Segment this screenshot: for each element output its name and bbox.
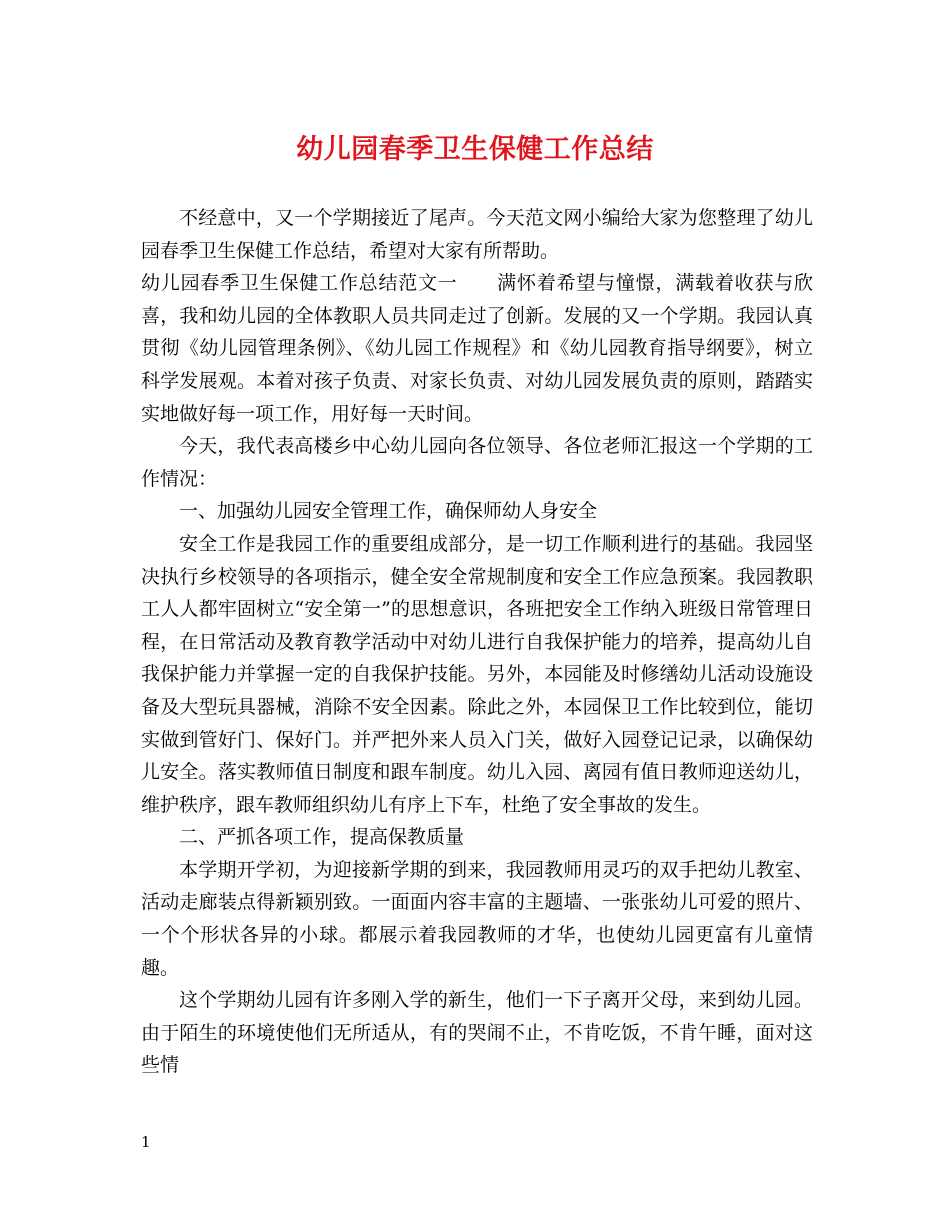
paragraph-safety: 安全工作是我园工作的重要组成部分，是一切工作顺利进行的基础。我园坚决执行乡校领导的各项指示，健全安全常规制度和安全工作应急预案。我园教职工人人都牢固树立“安全第一”的思想意识，各班把安全工作纳入班级日常管理日程，在日常活动及教育教学活动中对幼儿进行自我保护能力的培养，提高幼儿自我保护能力并掌握一定的自我保护技能。另外，本园能及时修缮幼儿活动设施设备及大型玩具器械，消除不安全因素。除此之外，本园保卫工作比较到位，能切实做到管好门、保好门。并严把外来人员入门关，做好入园登记记录，以确保幼儿安全。落实教师值日制度和跟车制度。幼儿入园、离园有值日教师迎送幼儿，维护秩序，跟车教师组织幼儿有序上下车，杜绝了安全事故的发生。 xyxy=(141,532,813,816)
paragraph-environment: 本学期开学初，为迎接新学期的到来，我园教师用灵巧的双手把幼儿教室、活动走廊装点得新颖别致。一面面内容丰富的主题墙、一张张幼儿可爱的照片、一个个形状各异的小球。都展示着我园教师的才华，也使幼儿园更富有儿童情趣。 xyxy=(141,858,813,979)
paragraph-example-one: 幼儿园春季卫生保健工作总结范文一 满怀着希望与憧憬，满载着收获与欣喜，我和幼儿园的全体教职人员共同走过了创新。发展的又一个学期。我园认真贯彻《幼儿园管理条例》、《幼儿园工作规程》和《幼儿园教育指导纲要》，树立科学发展观。本着对孩子负责、对家长负责、对幼儿园发展负责的原则，踏踏实实地做好每一项工作，用好每一天时间。 xyxy=(141,272,813,425)
paragraph-new-students: 这个学期幼儿园有许多刚入学的新生，他们一下子离开父母，来到幼儿园。由于陌生的环境使他们无所适从，有的哭闹不止，不肯吃饭，不肯午睡，面对这些情 xyxy=(141,989,813,1077)
section-heading-safety: 一、加强幼儿园安全管理工作，确保师幼人身安全 xyxy=(179,500,598,523)
page-number: 1 xyxy=(141,1133,151,1151)
document-body xyxy=(141,202,813,1082)
document-title: 幼儿园春季卫生保健工作总结 xyxy=(296,134,654,165)
paragraph-intro: 不经意中，又一个学期接近了尾声。今天范文网小编给大家为您整理了幼儿园春季卫生保健工作总结，希望对大家有所帮助。 xyxy=(141,207,813,262)
section-heading-quality: 二、严抓各项工作，提高保教质量 xyxy=(179,826,465,849)
paragraph-report-intro: 今天，我代表高楼乡中心幼儿园向各位领导、各位老师汇报这一个学期的工作情况： xyxy=(141,435,813,490)
